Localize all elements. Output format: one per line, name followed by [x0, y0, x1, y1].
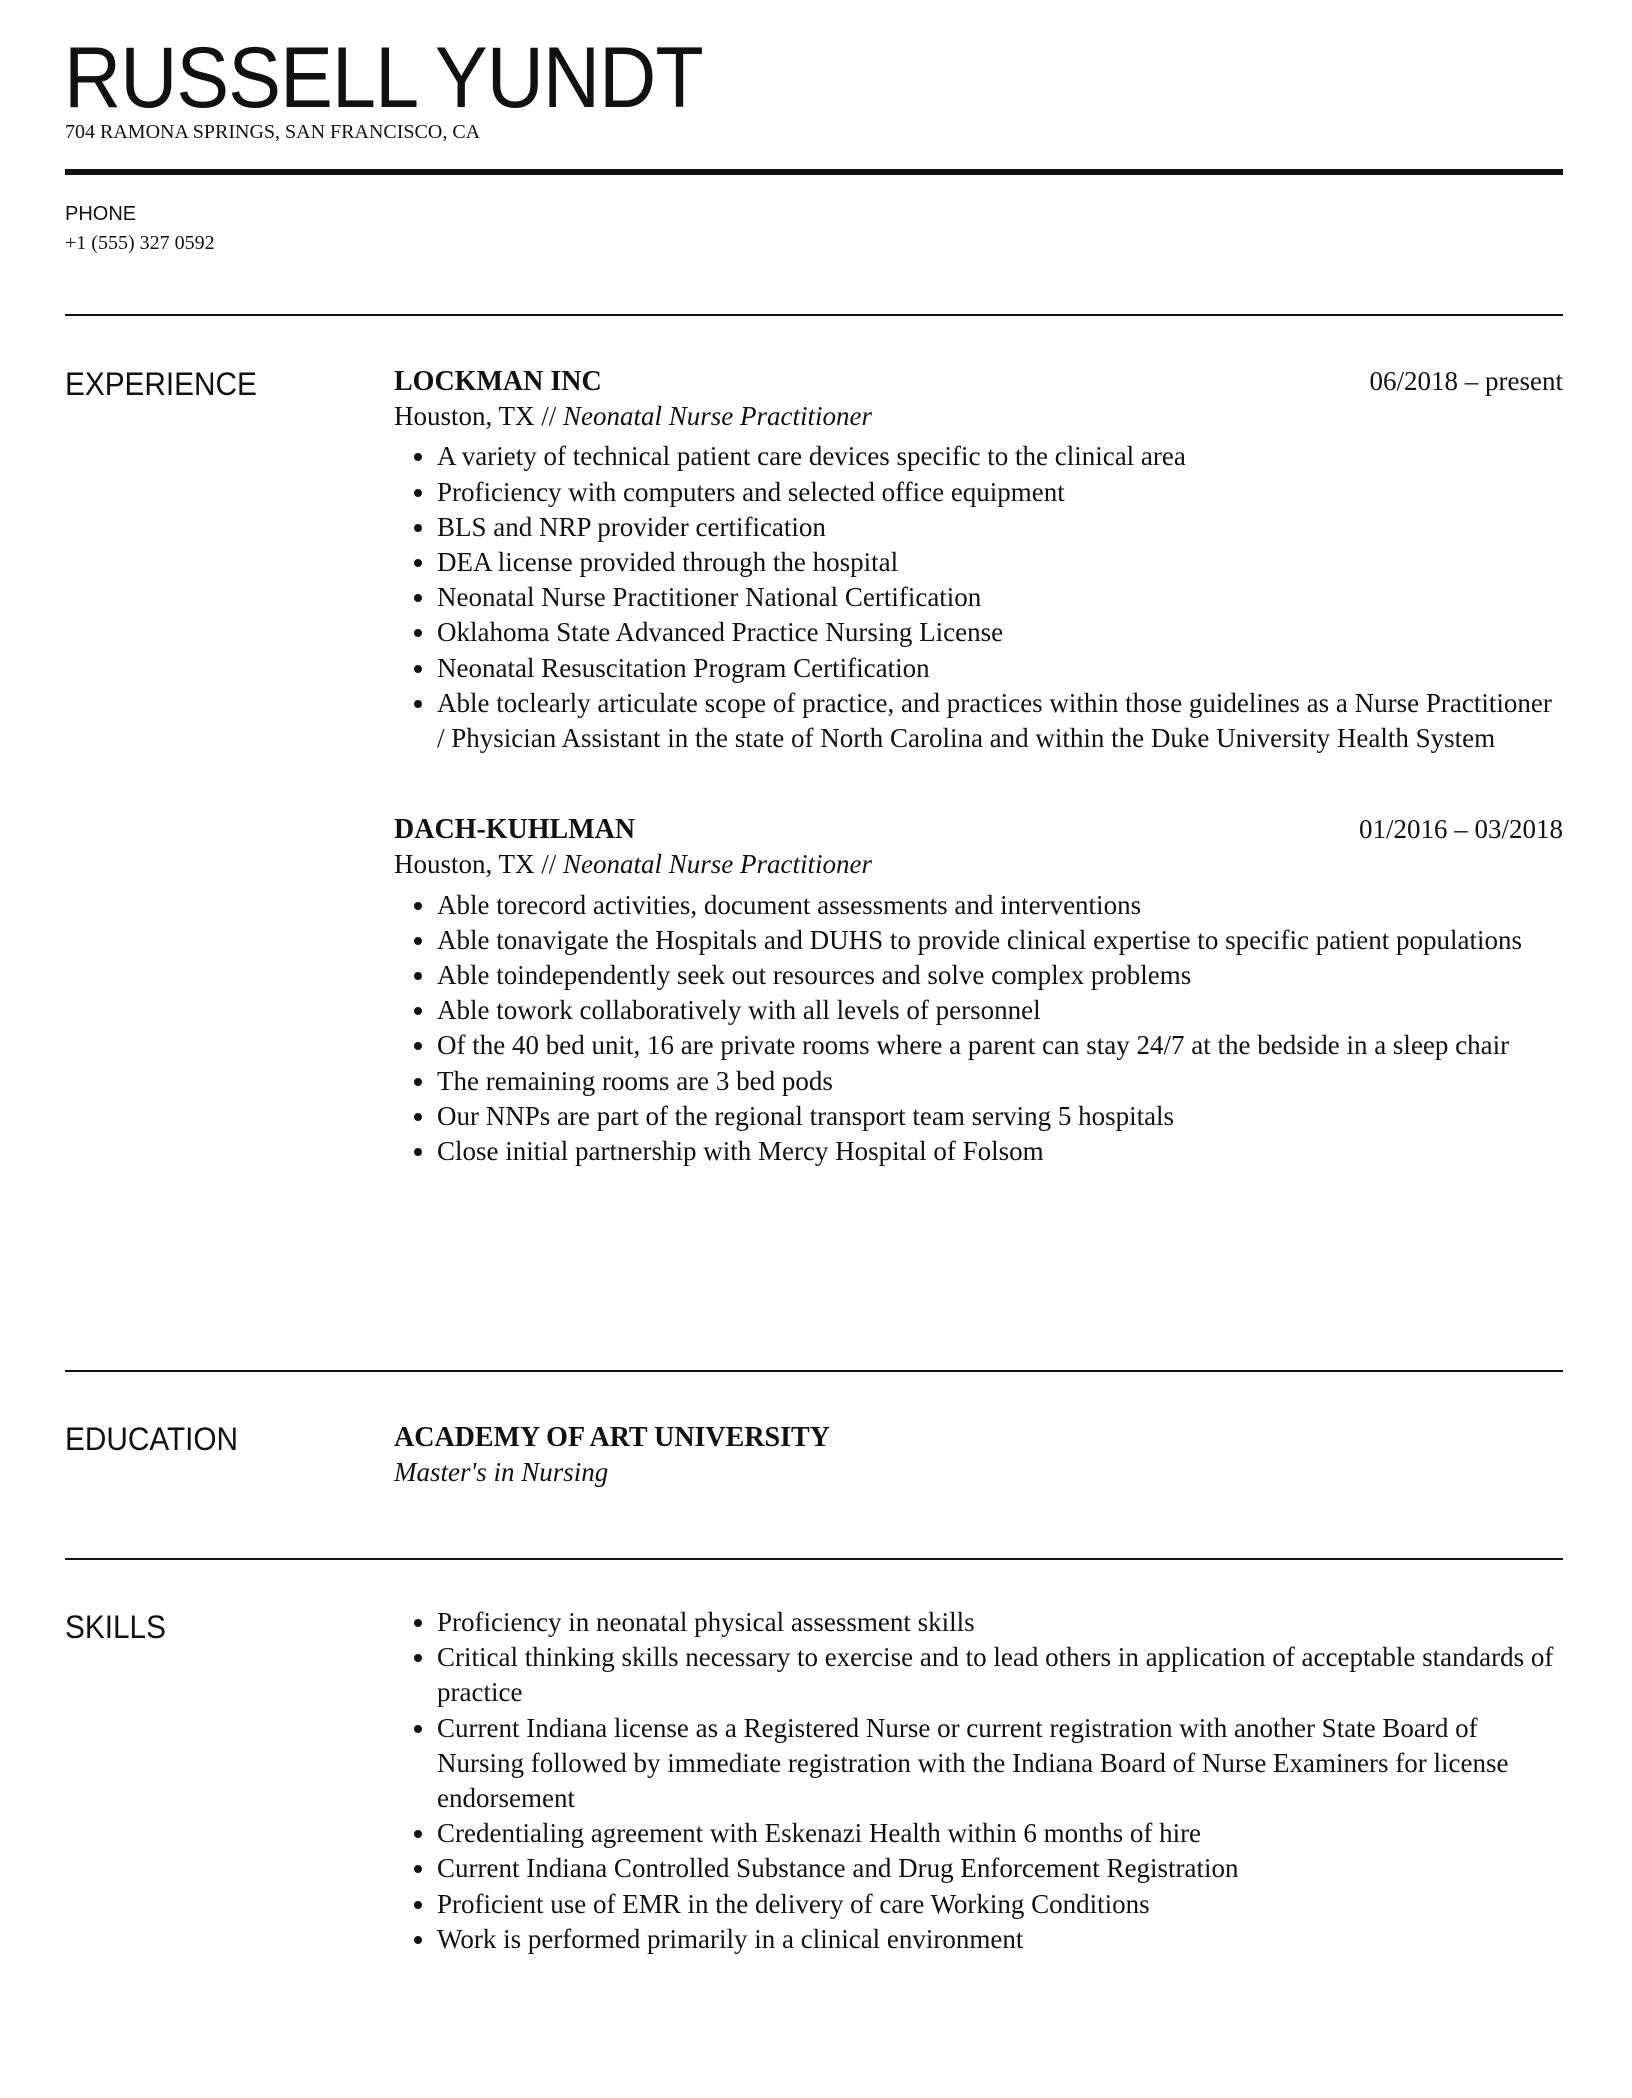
list-item: • Able tonavigate the Hospitals and DUHS to provide clinical expertise to specific patient populations	[437, 923, 1563, 958]
company-name: LOCKMAN INC	[394, 366, 602, 397]
list-item: • Critical thinking skills necessary to exercise and to lead others in application of acceptable standards of practice	[437, 1640, 1563, 1710]
skills-list	[394, 1605, 1563, 1957]
experience-title: EXPERIENCE	[65, 366, 257, 402]
list-item: • Work is performed primarily in a clinical environment	[437, 1922, 1563, 1957]
list-item: • DEA license provided through the hospital	[437, 545, 1563, 580]
job-bullets	[394, 888, 1563, 1170]
list-item: • Able towork collaboratively with all levels of personnel	[437, 993, 1563, 1028]
job-bullets	[394, 439, 1563, 756]
job-location-role: Houston, TX // Neonatal Nurse Practitioner	[394, 849, 873, 880]
company-name: DACH-KUHLMAN	[394, 814, 636, 846]
list-item: • The remaining rooms are 3 bed pods	[437, 1064, 1563, 1099]
list-item: • Proficiency with computers and selected office equipment	[437, 475, 1563, 510]
education-title: EDUCATION	[65, 1421, 239, 1457]
section-divider	[65, 1370, 1563, 1372]
phone-label: PHONE	[65, 203, 137, 225]
school-name: ACADEMY OF ART UNIVERSITY	[394, 1422, 830, 1453]
list-item: • Of the 40 bed unit, 16 are private rooms where a parent can stay 24/7 at the bedside in a sleep chair	[437, 1028, 1563, 1063]
list-item: • Credentialing agreement with Eskenazi Health within 6 months of hire	[437, 1816, 1563, 1851]
list-item: • Our NNPs are part of the regional transport team serving 5 hospitals	[437, 1099, 1563, 1134]
job-entry	[394, 812, 1563, 1169]
list-item: • Close initial partnership with Mercy Hospital of Folsom	[437, 1134, 1563, 1169]
degree: Master's in Nursing	[394, 1457, 609, 1488]
list-item: • A variety of technical patient care devices specific to the clinical area	[437, 439, 1563, 474]
list-item: • Able torecord activities, document assessments and interventions	[437, 888, 1563, 923]
list-item: • Proficiency in neonatal physical assessment skills	[437, 1605, 1563, 1640]
list-item: • Able toclearly articulate scope of practice, and practices within those guidelines as a Nurse Practitioner / Physician Assistant in the state of North Carolina and within the Duke University Health System	[437, 686, 1563, 756]
list-item: • Proficient use of EMR in the delivery of care Working Conditions	[437, 1887, 1563, 1922]
experience-section	[394, 364, 1563, 1225]
list-item: • Neonatal Nurse Practitioner National Certification	[437, 580, 1563, 615]
candidate-name: RUSSELL YUNDT	[64, 30, 703, 126]
job-location-role: Houston, TX // Neonatal Nurse Practitioner	[394, 401, 873, 432]
job-entry	[394, 364, 1563, 756]
list-item: • Neonatal Resuscitation Program Certification	[437, 651, 1563, 686]
list-item: • Able toindependently seek out resources and solve complex problems	[437, 958, 1563, 993]
section-divider	[65, 1558, 1563, 1560]
address: 704 RAMONA SPRINGS, SAN FRANCISCO, CA	[65, 121, 481, 143]
list-item: • Current Indiana Controlled Substance and Drug Enforcement Registration	[437, 1851, 1563, 1886]
list-item: • BLS and NRP provider certification	[437, 510, 1563, 545]
job-dates: 06/2018 – present	[1369, 366, 1563, 396]
header-divider	[65, 169, 1563, 175]
skills-section	[394, 1605, 1563, 1957]
phone-number: +1 (555) 327 0592	[65, 232, 215, 254]
list-item: • Current Indiana license as a Registered Nurse or current registration with another State Board of Nursing followed by immediate registration with the Indiana Board of Nurse Examiners for license endorsement	[437, 1711, 1563, 1817]
list-item: • Oklahoma State Advanced Practice Nursing License	[437, 615, 1563, 650]
section-divider	[65, 314, 1563, 316]
education-section	[394, 1420, 1563, 1490]
job-dates: 01/2016 – 03/2018	[1358, 814, 1563, 845]
skills-title: SKILLS	[65, 1609, 166, 1645]
